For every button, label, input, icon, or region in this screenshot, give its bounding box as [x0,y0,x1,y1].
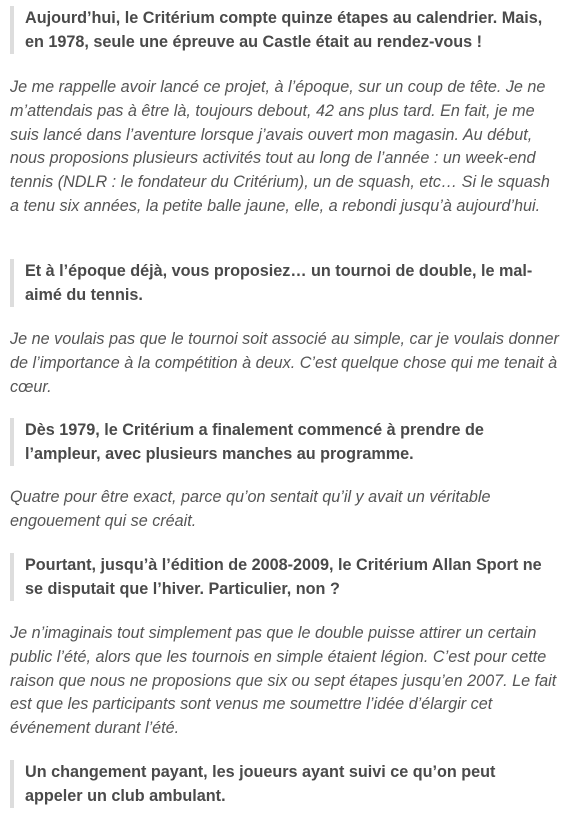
interview-answer: Je n’imaginais tout simplement pas que le double puisse attirer un certain public l’été, alors que les tournois en simple étaient légion. C’est pour cette raison que nous ne proposions que six ou sept étapes jusqu’en 2007. Le fait est que les participants sont venus me soumettre l’idée d’élargir cet événement durant l’été. [10,624,557,738]
interview-answer: Quatre pour être exact, parce qu’on sentait qu’il y avait un véritable engouement qui se créait. [10,488,491,530]
interview-question: Pourtant, jusqu’à l’édition de 2008-2009, le Critérium Allan Sport ne se disputait que l’hiver. Particulier, non ? [10,553,558,601]
interview-question: Un changement payant, les joueurs ayant suivi ce qu’on peut appeler un club ambulant. [10,760,558,808]
interview-question: Aujourd’hui, le Critérium compte quinze étapes au calendrier. Mais, en 1978, seule une épreuve au Castle était au rendez-vous ! [10,6,558,54]
interview-answer: Je ne voulais pas que le tournoi soit associé au simple, car je voulais donner de l’importance à la compétition à deux. C’est quelque chose qui me tenait à cœur. [10,330,559,396]
interview-question: Dès 1979, le Critérium a finalement commencé à prendre de l’ampleur, avec plusieurs manches au programme. [10,418,558,466]
interview-answer: Je me rappelle avoir lancé ce projet, à l’époque, sur un coup de tête. Je ne m’attendais pas à être là, toujours debout, 42 ans plus tard. En fait, je me suis lancé dans l’aventure lorsque j’avais ouvert mon magasin. Au début, nous proposions plusieurs activités tout au long de l’année : un week-end tennis (NDLR : le fondateur du Critérium), un de squash, etc… Si le squash a tenu six années, la petite balle jaune, elle, a rebondi jusqu’à aujourd’hui. [10,78,550,215]
interview-question: Et à l’époque déjà, vous proposiez… un tournoi de double, le mal-aimé du tennis. [10,259,558,307]
